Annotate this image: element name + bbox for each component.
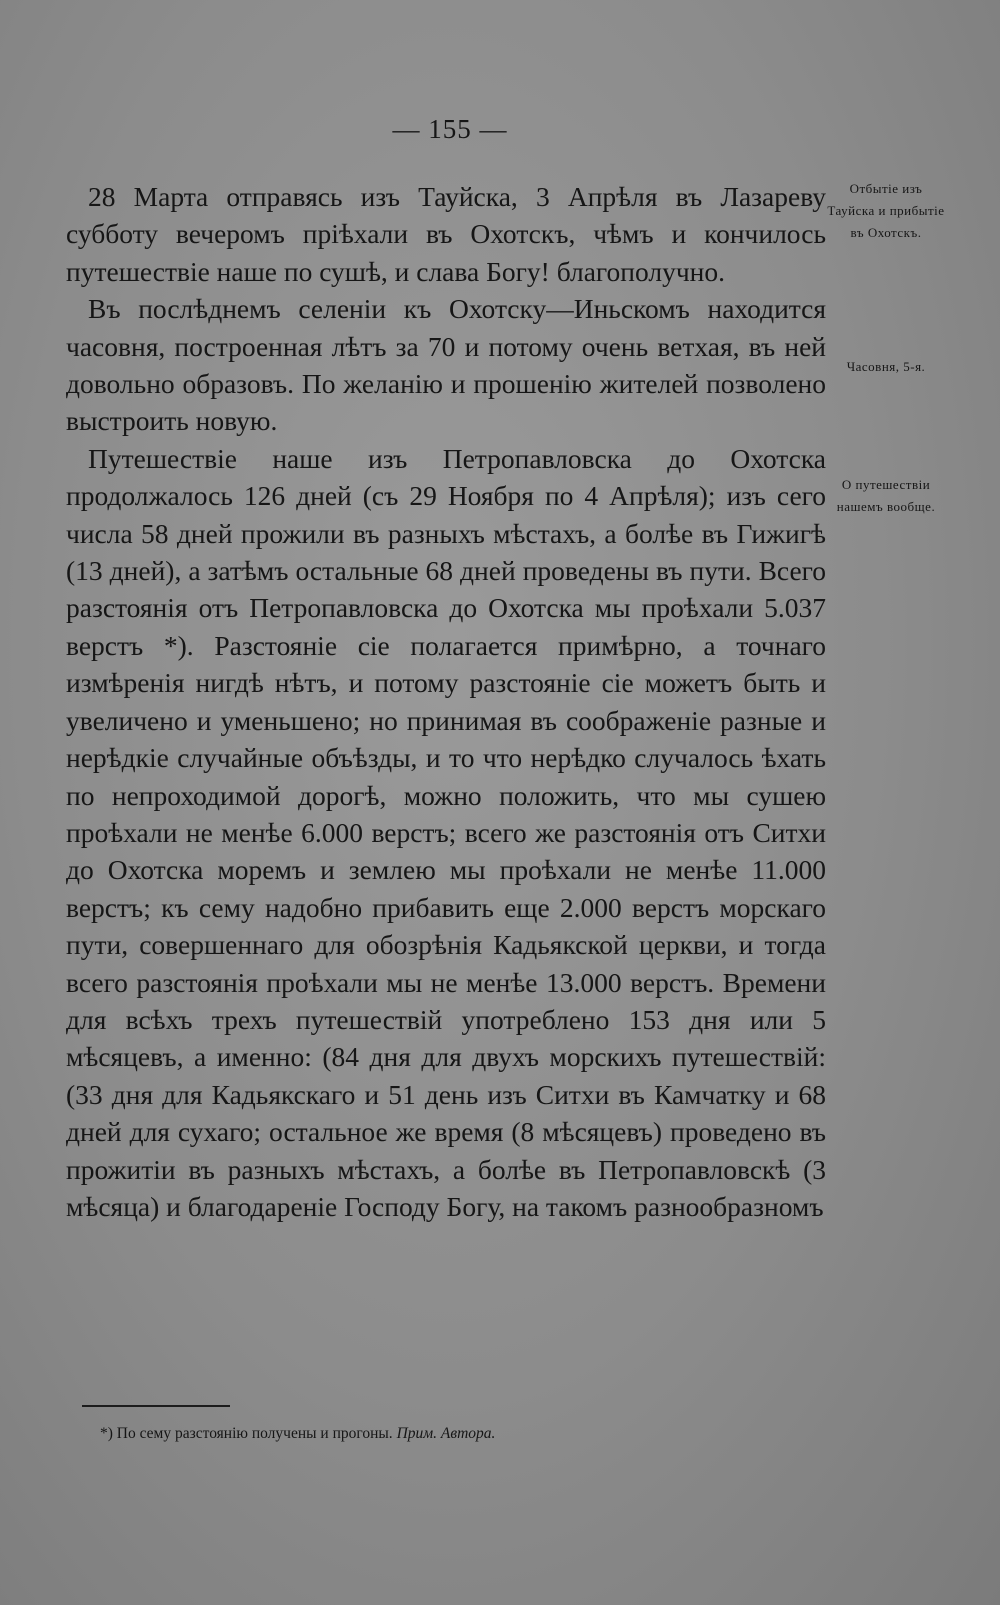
margin-note-chapel: Часовня, 5-я. xyxy=(846,359,926,374)
paragraph-chapel: Въ послѣднемъ селеніи къ Охотску—Иньскомъ находится часовня, построенная лѣтъ за 70 и потому очень ветхая, въ ней довольно образовъ. По желанію и прошенію жителей позволено выстроить новую. xyxy=(66,293,826,437)
footnote-rule xyxy=(82,1405,230,1407)
paragraph-journey-summary: Путешествіе наше изъ Петропавловска до Охотска продолжалось 126 дней (съ 29 Ноября по 4 Апрѣля); изъ сего числа 58 дней прожили въ разныхъ мѣстахъ, а болѣе въ Гижигѣ (13 дней), а затѣмъ остальные 68 дней проведены въ пути. Всего разстоянія отъ Петропавловска до Охотска мы проѣхали 5.037 верстъ *). Разстояніе сіе полагается примѣрно, а точнаго измѣренія нигдѣ нѣтъ, и потому разстояніе сіе можетъ быть и увеличено и уменьшено; но принимая въ соображеніе разные и нерѣдкіе случайные объѣзды, и то что нерѣдко случалось ѣхать по непроходимой дорогѣ, можно положить, что мы сушею проѣхали не менѣе 6.000 верстъ; всего же разстоянія отъ Ситхи до Охотска моремъ и землею мы проѣхали не менѣе 11.000 верстъ; къ сему надобно прибавить еще 2.000 верстъ морскаго пути, совершеннаго для обозрѣнія Кадьякской церкви, и тогда всего разстоянія проѣхали мы не менѣе 13.000 верстъ. Времени для всѣхъ трехъ путешествій употреблено 153 дня или 5 мѣсяцевъ, а именно: (84 дня для двухъ морскихъ путешествій: (33 дня для Кадьякскаго и 51 день изъ Ситхи въ Камчатку и 68 дней для сухаго; остальное же время (8 мѣсяцевъ) проведено въ прожитіи въ разныхъ мѣстахъ, а болѣе въ Петропавловскѣ (3 мѣсяца) и благодареніе Господу Богу, на такомъ разнообразномъ xyxy=(66,442,826,1222)
footnote-attribution: Прим. Автора. xyxy=(396,1425,496,1442)
main-text xyxy=(66,178,826,1225)
page-number: — 155 — xyxy=(392,114,508,144)
footnote-text: *) По сему разстоянію получены и прогоны. xyxy=(100,1425,393,1442)
footnote xyxy=(100,1423,800,1445)
margin-note-journey: О путешествіи нашемъ вообще. xyxy=(836,477,936,514)
paragraph-arrival-okhotsk: 28 Марта отправясь изъ Тауйска, 3 Апрѣля въ Лазареву субботу вечеромъ пріѣхали въ Охотскъ, чѣмъ и кончилось путешествіе наше по сушѣ, и слава Богу! благополучно. xyxy=(66,181,826,287)
margin-note-departure: Отбытіе изъ Тауйска и прибытіе въ Охотскъ. xyxy=(827,181,945,240)
